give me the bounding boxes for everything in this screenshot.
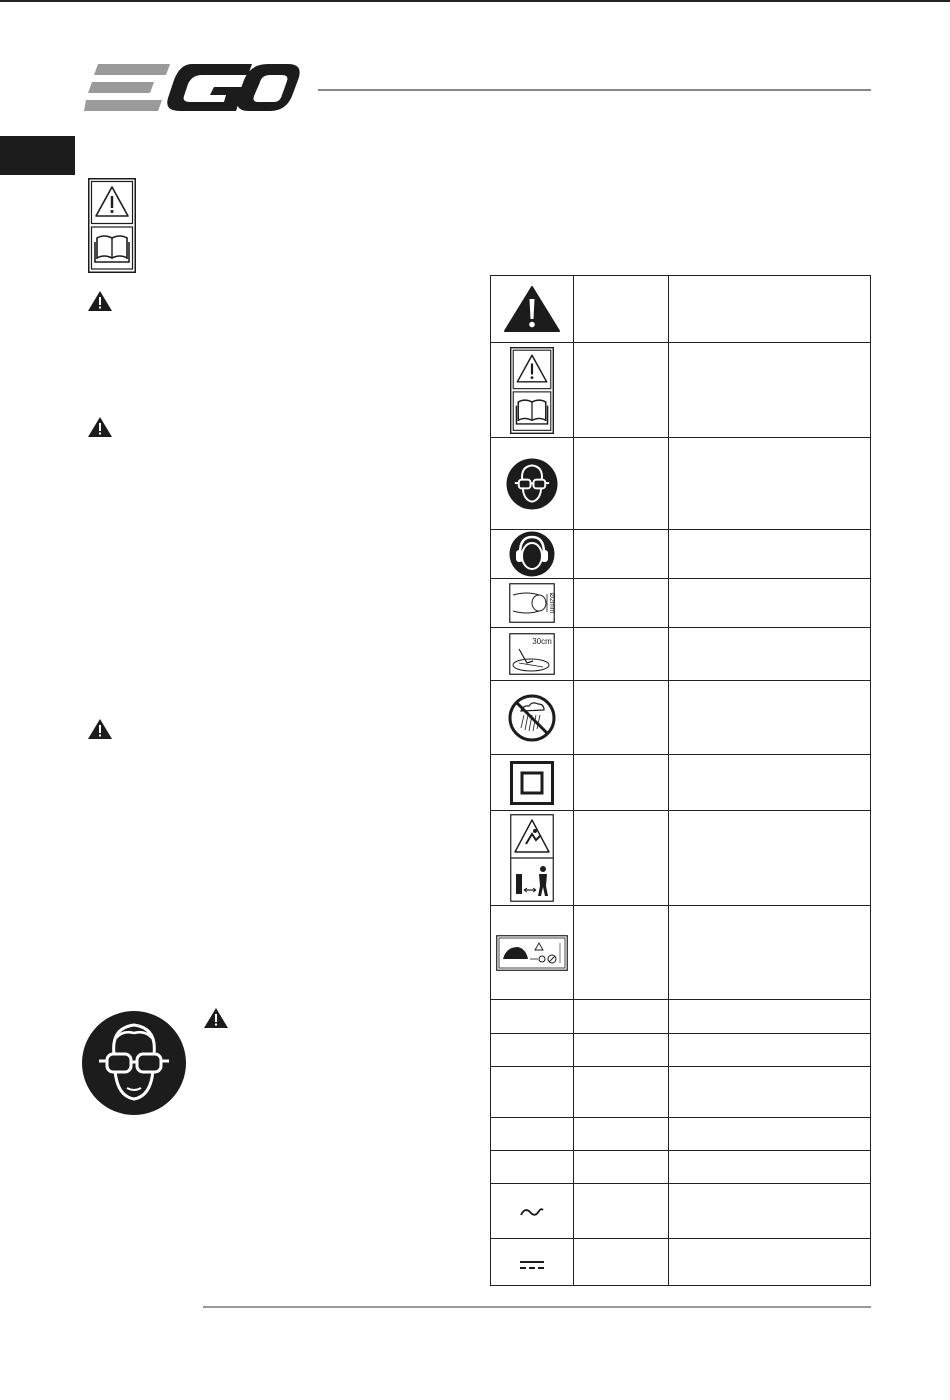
warning-manual-icon <box>88 178 136 273</box>
no-rain-icon <box>507 693 557 743</box>
table-row <box>491 578 870 627</box>
warning-icon <box>87 290 113 312</box>
table-row <box>491 999 870 1033</box>
table-row <box>491 1150 870 1183</box>
ego-logo <box>84 60 300 118</box>
table-row <box>491 1238 870 1287</box>
warning-icon <box>203 1007 229 1029</box>
thrown-objects-icon <box>510 814 554 902</box>
cutting-diameter-label: 30cm <box>532 637 552 646</box>
warning-icon <box>87 718 113 740</box>
safety-alert-icon <box>503 285 561 333</box>
table-row <box>491 529 870 578</box>
top-rule <box>0 0 950 2</box>
line-diameter-label: Ø2mm <box>548 592 555 614</box>
table-row <box>491 276 870 342</box>
header-rule <box>318 89 871 91</box>
table-row <box>491 437 870 529</box>
table-row <box>491 1183 870 1238</box>
line-diameter-icon <box>509 583 555 623</box>
table-row <box>491 342 870 437</box>
guard-warning-icon <box>496 935 568 971</box>
table-row <box>491 1117 870 1150</box>
direct-current-icon <box>519 1259 545 1271</box>
table-row <box>491 810 870 905</box>
ear-protection-icon <box>509 531 555 577</box>
read-manual-icon <box>510 347 554 434</box>
symbol-table <box>490 275 871 1286</box>
cutting-diameter-icon <box>509 633 555 675</box>
table-row <box>491 905 870 999</box>
safety-goggles-icon <box>81 1010 187 1116</box>
warning-icon <box>87 416 113 438</box>
table-row <box>491 754 870 810</box>
table-row <box>491 627 870 680</box>
table-row <box>491 680 870 754</box>
eye-protection-icon <box>506 458 558 510</box>
table-row <box>491 1033 870 1066</box>
alternating-current-icon <box>519 1206 545 1220</box>
double-insulation-icon <box>510 761 554 805</box>
language-tab <box>0 136 75 175</box>
footer-rule <box>203 1306 871 1308</box>
table-row <box>491 1066 870 1117</box>
